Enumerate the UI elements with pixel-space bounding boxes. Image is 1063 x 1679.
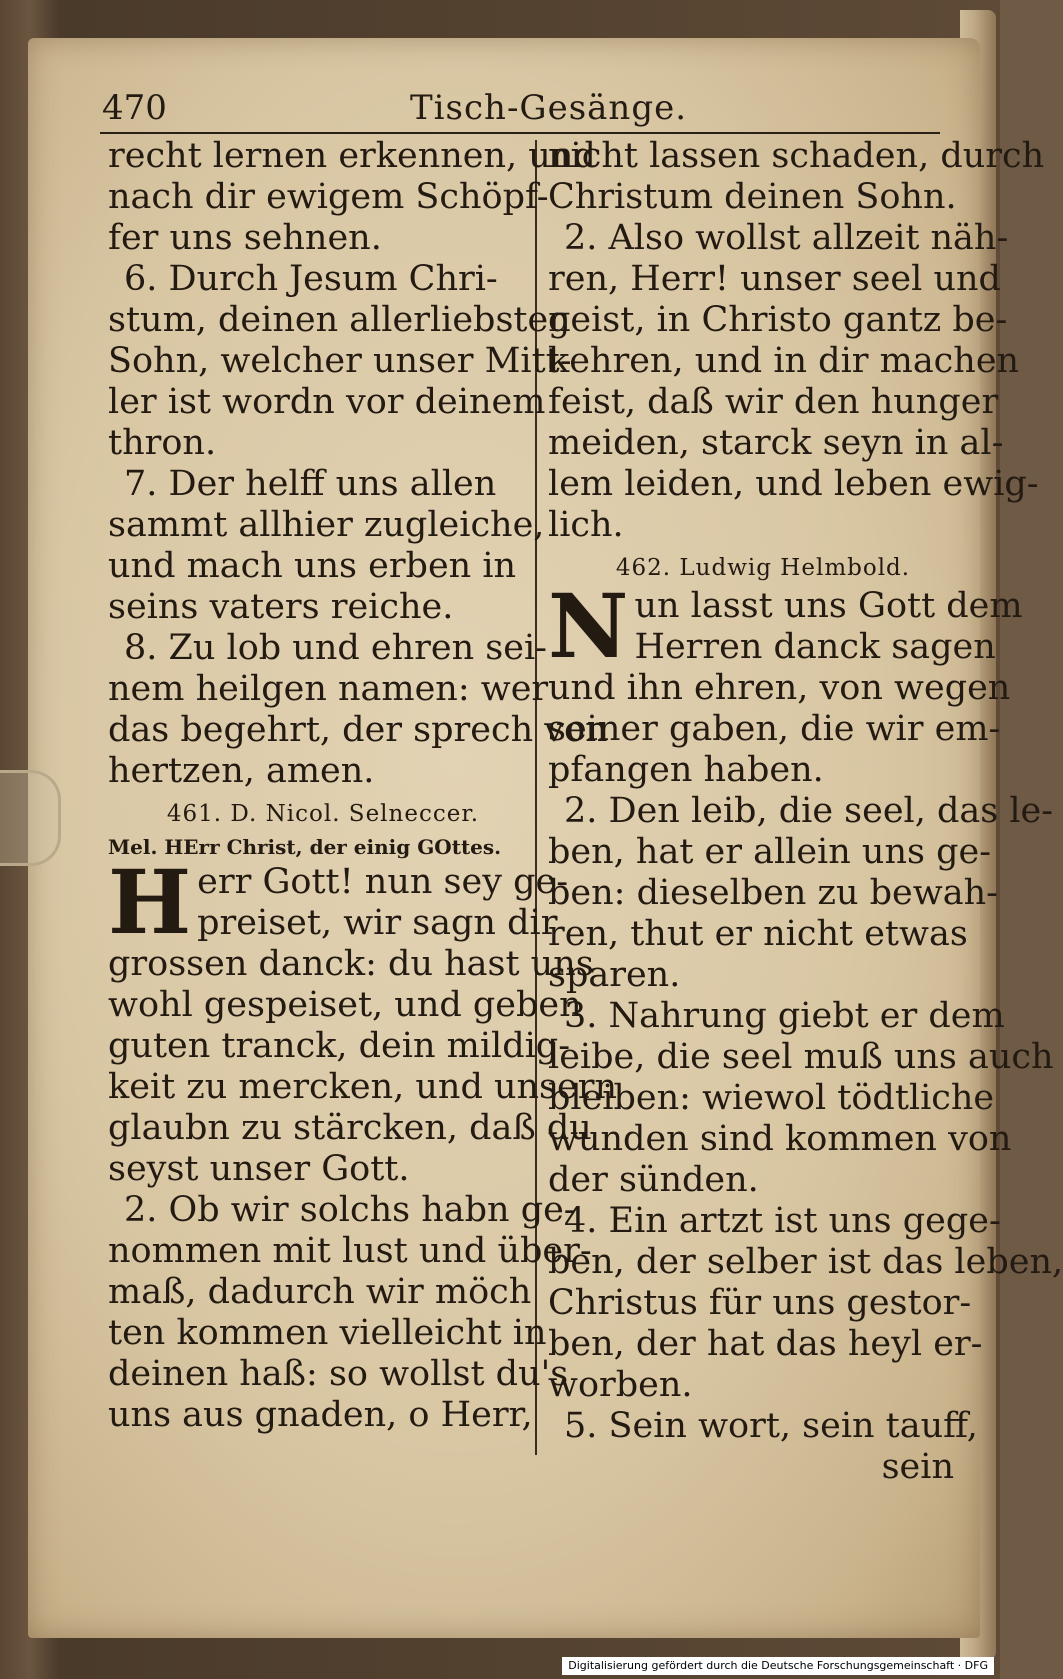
text-line: ben, hat er allein uns ge- <box>548 832 992 872</box>
text-line: nicht lassen schaden, durch <box>548 136 1045 176</box>
text-line: sammt allhier zugleiche, <box>108 505 545 545</box>
text-line: 2. Den leib, die seel, das le- <box>564 791 1054 831</box>
text-line: und ihn ehren, von wegen <box>548 668 1011 708</box>
text-line: grossen danck: du hast uns <box>108 944 594 984</box>
text-line: ben, der hat das heyl er- <box>548 1324 983 1364</box>
drop-cap: H <box>108 850 192 954</box>
text-line: ben, der selber ist das leben, <box>548 1242 1063 1282</box>
text-line: Christus für uns gestor- <box>548 1283 972 1323</box>
text-line: deinen haß: so wollst du's <box>108 1354 569 1394</box>
page-number: 470 <box>102 88 167 128</box>
hymn-opening <box>548 574 1023 678</box>
text-line: das begehrt, der sprech von <box>108 710 608 750</box>
text-line: der sünden. <box>548 1160 759 1200</box>
text-line: seins vaters reiche. <box>108 587 454 627</box>
text-line: preiset, wir sagn dir <box>197 903 558 943</box>
hymn-heading: 462. Ludwig Helmbold. <box>615 555 911 581</box>
text-line: nommen mit lust und über- <box>108 1231 592 1271</box>
right-column <box>548 136 1063 1488</box>
text-line: keit zu mercken, und unsern <box>108 1067 618 1107</box>
text-line: recht lernen erkennen, und <box>108 136 596 176</box>
text-line: bleiben: wiewol tödtliche <box>548 1078 995 1118</box>
text-line: seyst unser Gott. <box>108 1149 410 1189</box>
text-line: 8. Zu lob und ehren sei- <box>124 628 547 668</box>
book-clasp <box>0 770 61 866</box>
text-line: 2. Also wollst allzeit näh- <box>564 218 1009 258</box>
text-line: geist, in Christo gantz be- <box>548 300 1008 340</box>
text-line: hertzen, amen. <box>108 751 375 791</box>
text-line: Herren danck sagen <box>634 627 996 667</box>
text-line: 3. Nahrung giebt er dem <box>564 996 1005 1036</box>
text-line: stum, deinen allerliebsten <box>108 300 571 340</box>
text-line: ten kommen vielleicht in <box>108 1313 547 1353</box>
hymn-opening <box>108 850 569 954</box>
text-line: ren, Herr! unser seel und <box>548 259 1001 299</box>
text-line: uns aus gnaden, o Herr, <box>108 1395 533 1435</box>
text-line: feist, daß wir den hunger <box>548 382 999 422</box>
text-line: Christum deinen Sohn. <box>548 177 957 217</box>
catchword: sein <box>881 1447 954 1487</box>
text-line: nach dir ewigem Schöpf- <box>108 177 549 217</box>
melody-line: Mel. HErr Christ, der einig GOttes. <box>108 835 502 859</box>
text-line: wunden sind kommen von <box>548 1119 1012 1159</box>
text-line: lich. <box>548 505 624 545</box>
text-line: Sohn, welcher unser Mitt- <box>108 341 572 381</box>
text-line: seiner gaben, die wir em- <box>548 709 1001 749</box>
text-line: wohl gespeiset, und geben <box>108 985 582 1025</box>
text-line: ler ist wordn vor deinem <box>108 382 546 422</box>
hymn-heading: 461. D. Nicol. Selneccer. <box>166 801 480 827</box>
text-line: lem leiden, und leben ewig- <box>548 464 1039 504</box>
text-line: 6. Durch Jesum Chri- <box>124 259 498 299</box>
running-head: Tisch-Gesänge. <box>410 88 688 128</box>
text-line: sparen. <box>548 955 681 995</box>
text-line: un lasst uns Gott dem <box>634 586 1023 626</box>
text-line: nem heilgen namen: wer <box>108 669 549 709</box>
text-line: meiden, starck seyn in al- <box>548 423 1004 463</box>
digitization-credit: Digitalisierung gefördert durch die Deutsche Forschungsgemeinschaft · DFG <box>562 1657 994 1675</box>
text-line: kehren, und in dir machen <box>548 341 1020 381</box>
text-line: ben: dieselben zu bewah- <box>548 873 998 913</box>
text-line: und mach uns erben in <box>108 546 517 586</box>
page-header <box>100 88 940 134</box>
text-line: 2. Ob wir solchs habn ge- <box>124 1190 576 1230</box>
text-line: pfangen haben. <box>548 750 824 790</box>
text-line: thron. <box>108 423 217 463</box>
text-line: 7. Der helff uns allen <box>124 464 497 504</box>
text-line: glaubn zu stärcken, daß du <box>108 1108 592 1148</box>
text-line: 5. Sein wort, sein tauff, <box>564 1406 978 1446</box>
text-line: ren, thut er nicht etwas <box>548 914 968 954</box>
text-line: maß, dadurch wir möch <box>108 1272 532 1312</box>
text-line: worben. <box>548 1365 693 1405</box>
drop-cap: N <box>548 574 629 678</box>
text-line: 4. Ein artzt ist uns gege- <box>564 1201 1001 1241</box>
text-line: err Gott! nun sey ge- <box>197 862 569 902</box>
text-line: fer uns sehnen. <box>108 218 382 258</box>
text-line: guten tranck, dein mildig- <box>108 1026 571 1066</box>
text-line: leibe, die seel muß uns auch <box>548 1037 1054 1077</box>
